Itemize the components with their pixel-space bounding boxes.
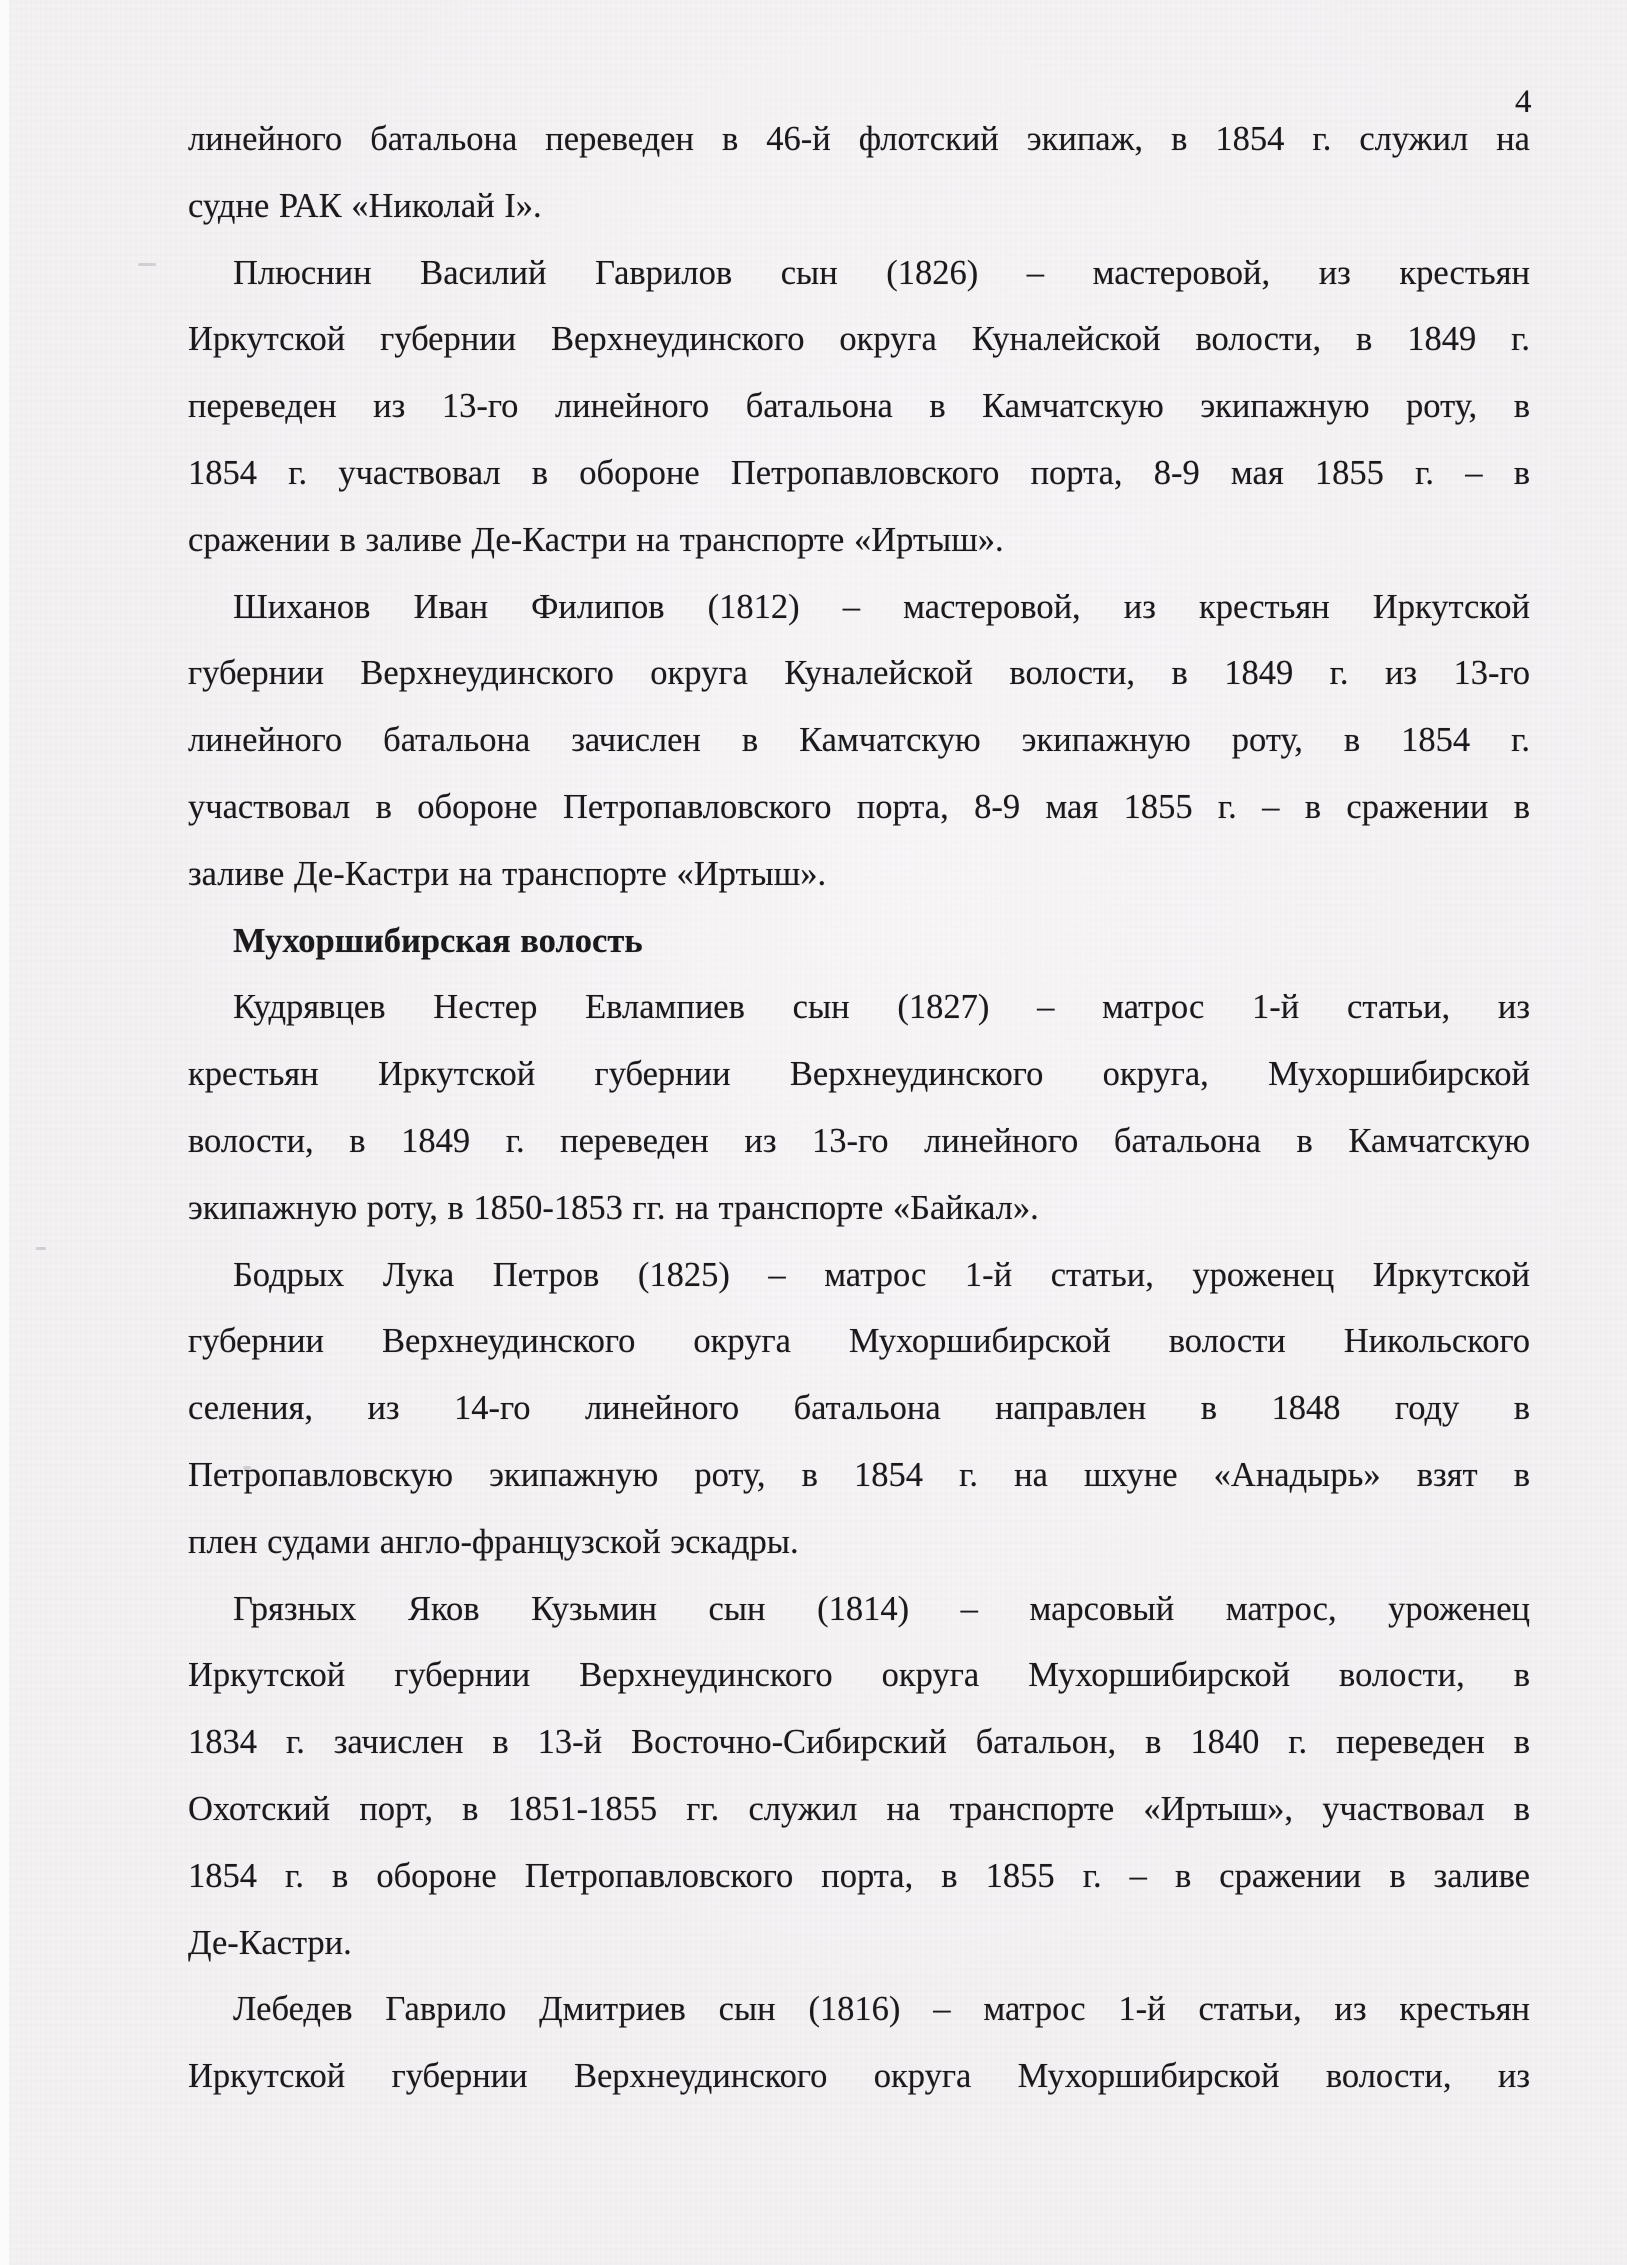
text-line: Лебедев Гаврило Дмитриев сын (1816) – матрос 1-й статьи, из крестьян [233,1990,1530,2029]
text-line: волости, в 1849 г. переведен из 13-го линейного батальона в Камчатскую [188,1121,1530,1160]
scan-smudge [243,1466,251,1469]
text-line: Шиханов Иван Филипов (1812) – мастеровой, из крестьян Иркутской [233,587,1530,626]
text-line: линейного батальона переведен в 46-й флотский экипаж, в 1854 г. служил на [188,120,1530,158]
text-line: экипажную роту, в 1850-1853 гг. на транспорте «Байкал». [188,1188,1039,1227]
page-number: 4 [1515,84,1532,120]
text-line: Иркутской губернии Верхнеудинского округа Мухоршибирской волости, из [188,2057,1530,2096]
text-line: 1854 г. участвовал в обороне Петропавловского порта, 8-9 мая 1855 г. – в [188,453,1530,492]
text-line: Де-Кастри. [188,1923,352,1962]
text-line: заливе Де-Кастри на транспорте «Иртыш». [188,854,827,893]
text-line: линейного батальона зачислен в Камчатскую экипажную роту, в 1854 г. [188,721,1530,760]
text-line: Петропавловскую экипажную роту, в 1854 г. на шхуне «Анадырь» взят в [188,1455,1530,1494]
section-heading: Мухоршибирская волость [233,921,643,960]
text-line: крестьян Иркутской губернии Верхнеудинского округа, Мухоршибирской [188,1055,1530,1094]
scan-smudge [36,1247,46,1250]
text-line: переведен из 13-го линейного батальона в Камчатскую экипажную роту, в [188,387,1530,426]
text-line: Иркутской губернии Верхнеудинского округа Куналейской волости, в 1849 г. [188,320,1530,359]
text-line: Бодрых Лука Петров (1825) – матрос 1-й статьи, уроженец Иркутской [233,1255,1530,1294]
scan-smudge [138,263,156,266]
text-line: сражении в заливе Де-Кастри на транспорте «Иртыш». [188,520,1004,559]
text-line: плен судами англо-французской эскадры. [188,1522,799,1561]
text-line: губернии Верхнеудинского округа Куналейской волости, в 1849 г. из 13-го [188,654,1530,693]
text-line: 1854 г. в обороне Петропавловского порта, в 1855 г. – в сражении в заливе [188,1856,1530,1895]
document-text-block [188,106,1530,2110]
text-line: Охотский порт, в 1851-1855 гг. служил на транспорте «Иртыш», участвовал в [188,1789,1530,1828]
text-line: Грязных Яков Кузьмин сын (1814) – марсовый матрос, уроженец [233,1589,1530,1628]
text-line: Плюснин Василий Гаврилов сын (1826) – мастеровой, из крестьян [233,253,1530,292]
text-line: участвовал в обороне Петропавловского порта, 8-9 мая 1855 г. – в сражении в [188,787,1530,826]
text-line: губернии Верхнеудинского округа Мухоршибирской волости Никольского [188,1322,1530,1361]
text-line: Иркутской губернии Верхнеудинского округа Мухоршибирской волости, в [188,1656,1530,1695]
text-line: 1834 г. зачислен в 13-й Восточно-Сибирский батальон, в 1840 г. переведен в [188,1723,1530,1762]
text-line: судне РАК «Николай I». [188,186,542,225]
text-line: Кудрявцев Нестер Евлампиев сын (1827) – матрос 1-й статьи, из [233,988,1530,1027]
text-line: селения, из 14-го линейного батальона направлен в 1848 году в [188,1389,1530,1428]
